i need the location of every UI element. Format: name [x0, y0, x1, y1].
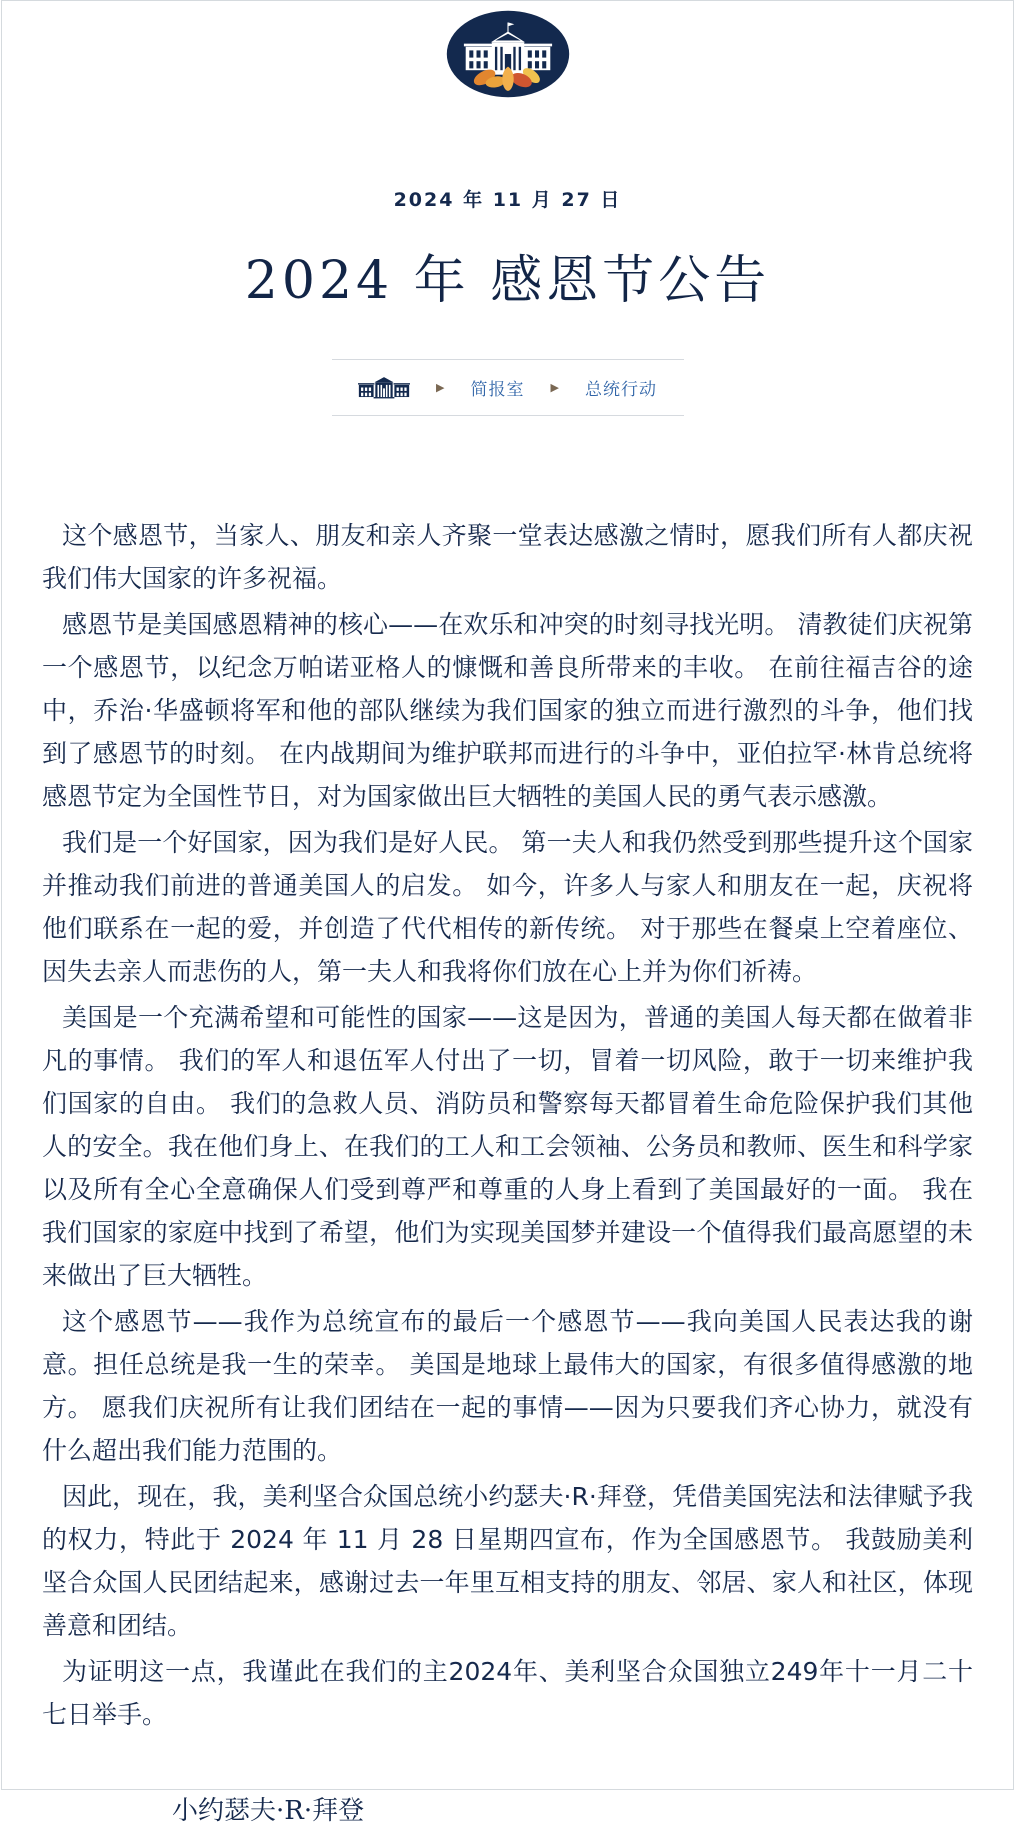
article-date: 2024 年 11 月 27 日 — [393, 189, 622, 211]
paragraph-7: 为证明这一点，我谨此在我们的主2024年、美利坚合众国独立249年十一月二十七日举手。 — [42, 1657, 973, 1729]
whitehouse-logo-icon — [445, 9, 571, 99]
page — [1, 0, 1014, 1826]
proclamation-body — [2, 514, 1013, 1833]
signature: 小约瑟夫·R·拜登 — [172, 1796, 365, 1826]
breadcrumb-home-whitehouse-icon[interactable] — [358, 376, 410, 399]
breadcrumb-link-presidential-actions[interactable]: 总统行动 — [584, 380, 657, 400]
paragraph-2: 感恩节是美国感恩精神的核心——在欢乐和冲突的时刻寻找光明。 清教徒们庆祝第一个感恩节，以纪念万帕诺亚格人的慷慨和善良所带来的丰收。 在前往福吉谷的途中，乔治·华盛顿将军和他的部队继续为我们国家的独立而进行激烈的斗争，他们找到了感恩节的时刻。 在内战期间为维护联邦而进行的斗争中，亚伯拉罕·林肯总统将感恩节定为全国性节日，对为国家做出巨大牺牲的美国人民的勇气表示感激。 — [42, 610, 973, 811]
paragraph-3: 我们是一个好国家，因为我们是好人民。 第一夫人和我仍然受到那些提升这个国家并推动我们前进的普通美国人的启发。 如今，许多人与家人和朋友在一起，庆祝将他们联系在一起的爱，并创造了代代相传的新传统。 对于那些在餐桌上空着座位、因失去亲人而悲伤的人，第一夫人和我将你们放在心上并为你们祈祷。 — [42, 828, 973, 986]
paragraph-1: 这个感恩节，当家人、朋友和亲人齐聚一堂表达感激之情时，愿我们所有人都庆祝我们伟大国家的许多祝福。 — [42, 521, 973, 593]
breadcrumb-arrow-icon: ▶ — [436, 381, 445, 394]
breadcrumb-link-briefing-room[interactable]: 简报室 — [470, 380, 525, 400]
whitehouse-logo[interactable] — [445, 9, 571, 99]
article-header — [2, 9, 1013, 416]
paragraph-4: 美国是一个充满希望和可能性的国家——这是因为，普通的美国人每天都在做着非凡的事情。 我们的军人和退伍军人付出了一切，冒着一切风险，敢于一切来维护我们国家的自由。 我们的急救人员、消防员和警察每天都冒着生命危险保护我们其他人的安全。我在他们身上、在我们的工人和工会领袖、公务员和教师、医生和科学家以及所有全心全意确保人们受到尊严和尊重的人身上看到了美国最好的一面。 我在我们国家的家庭中找到了希望，他们为实现美国梦并建设一个值得我们最高愿望的未来做出了巨大牺牲。 — [42, 1003, 973, 1290]
page-title: 2024 年 感恩节公告 — [244, 251, 771, 311]
whitehouse-mini-icon — [358, 376, 410, 399]
paragraph-6: 因此，现在，我，美利坚合众国总统小约瑟夫·R·拜登，凭借美国宪法和法律赋予我的权力，特此于 2024 年 11 月 28 日星期四宣布，作为全国感恩节。 我鼓励美利坚合众国人民团结起来，感谢过去一年里互相支持的朋友、邻居、家人和社区，体现善意和团结。 — [42, 1482, 973, 1640]
breadcrumb-arrow-icon: ▶ — [550, 381, 559, 394]
paragraph-5: 这个感恩节——我作为总统宣布的最后一个感恩节——我向美国人民表达我的谢意。担任总统是我一生的荣幸。 美国是地球上最伟大的国家，有很多值得感激的地方。 愿我们庆祝所有让我们团结在一起的事情——因为只要我们齐心协力，就没有什么超出我们能力范围的。 — [42, 1307, 973, 1465]
breadcrumb — [332, 359, 684, 416]
